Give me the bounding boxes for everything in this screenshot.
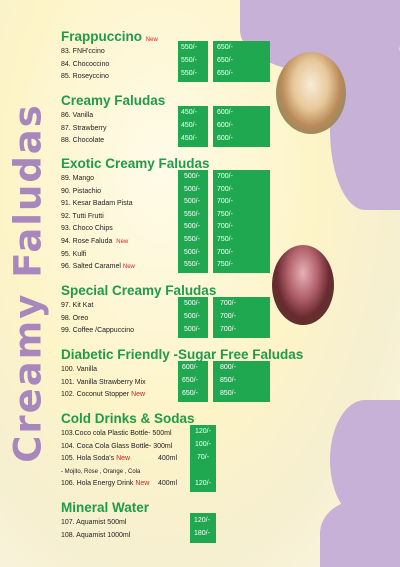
section-title: Frappuccino New bbox=[61, 29, 158, 44]
frappuccino-photo bbox=[276, 52, 346, 134]
price: 700/- bbox=[220, 313, 236, 320]
menu-item: 104. Coca Cola Glass Bottle- 300ml bbox=[61, 442, 173, 450]
price: 600/- bbox=[217, 135, 233, 142]
price: 180/- bbox=[194, 530, 210, 537]
menu-item: 96. Salted Caramel New bbox=[61, 263, 135, 271]
price: 700/- bbox=[217, 223, 233, 230]
price: 700/- bbox=[217, 249, 233, 256]
price: 600/- bbox=[182, 364, 198, 371]
menu-item: 89. Mango bbox=[61, 175, 95, 182]
menu-item: 102. Coconut Stopper New bbox=[61, 391, 146, 399]
menu-item: 105. Hola Soda's New 400ml bbox=[61, 455, 178, 463]
price: 550/- bbox=[181, 44, 197, 51]
menu-item: 95. Kulfi bbox=[61, 250, 87, 258]
price: 450/- bbox=[181, 122, 197, 129]
menu-item: 99. Coffee /Cappuccino bbox=[61, 327, 135, 335]
price: 450/- bbox=[181, 135, 197, 142]
section-title: Special Creamy Faludas bbox=[61, 283, 217, 298]
price: 700/- bbox=[220, 300, 236, 307]
menu-item: 92. Tutti Frutti bbox=[61, 212, 104, 220]
section-title: Creamy Faludas bbox=[61, 93, 166, 108]
price: 800/- bbox=[220, 364, 236, 371]
menu-item: 86. Vanilla bbox=[61, 112, 94, 119]
menu-item: 94. Rose Faluda New bbox=[61, 237, 129, 245]
price: 500/- bbox=[184, 300, 200, 307]
price: 550/- bbox=[184, 211, 200, 218]
price: 120/- bbox=[194, 517, 210, 524]
menu-item: 108. Aquamist 1000ml bbox=[61, 531, 131, 539]
price: 500/- bbox=[184, 186, 200, 193]
price: 550/- bbox=[184, 236, 200, 243]
price: 600/- bbox=[217, 109, 233, 116]
section-mineral-water bbox=[61, 499, 149, 542]
menu-item: 106. Hola Energy Drink New 400ml bbox=[61, 480, 178, 488]
section-title: Diabetic Friendly -Sugar Free Faludas bbox=[61, 347, 304, 362]
price: 550/- bbox=[184, 261, 200, 268]
price: 700/- bbox=[220, 326, 236, 333]
side-title: Creamy Faludas bbox=[6, 102, 50, 463]
price: 70/- bbox=[197, 454, 210, 461]
price: 120/- bbox=[195, 480, 211, 487]
price: 650/- bbox=[217, 70, 233, 77]
price: 750/- bbox=[217, 211, 233, 218]
price: 700/- bbox=[217, 186, 233, 193]
price: 600/- bbox=[217, 122, 233, 129]
price: 450/- bbox=[181, 109, 197, 116]
section-creamy bbox=[61, 92, 165, 148]
price: 500/- bbox=[184, 173, 200, 180]
menu-item: 107. Aquamist 500ml bbox=[61, 519, 127, 526]
price: 700/- bbox=[217, 173, 233, 180]
price: 850/- bbox=[220, 390, 236, 397]
menu-item: 85. Roseyccino bbox=[61, 73, 109, 81]
menu-item: 98. Oreo bbox=[61, 314, 89, 322]
menu-item: 97. Kit Kat bbox=[61, 302, 94, 309]
price: 850/- bbox=[220, 377, 236, 384]
decor-blob bbox=[320, 500, 400, 567]
price: 650/- bbox=[182, 390, 198, 397]
price: 700/- bbox=[217, 198, 233, 205]
menu-item: 83. FNH'ccino bbox=[61, 48, 105, 55]
price: 750/- bbox=[217, 261, 233, 268]
price: 650/- bbox=[182, 377, 198, 384]
section-title: Exotic Creamy Faludas bbox=[61, 156, 210, 171]
price: 500/- bbox=[184, 326, 200, 333]
menu-item: 101. Vanilla Strawberry Mix bbox=[61, 378, 146, 386]
menu-note: - Mojito, Rose , Orange , Cola bbox=[61, 468, 141, 475]
section-title: Mineral Water bbox=[61, 500, 150, 515]
menu-item: 90. Pistachio bbox=[61, 187, 102, 195]
menu-item: 103.Coco cola Plastic Bottle- 500ml bbox=[61, 430, 172, 437]
price: 500/- bbox=[184, 249, 200, 256]
price: 650/- bbox=[217, 44, 233, 51]
price: 550/- bbox=[181, 57, 197, 64]
menu-item: 100. Vanilla bbox=[61, 366, 98, 373]
section-cold-drinks bbox=[61, 410, 195, 491]
section-frappuccino bbox=[61, 28, 158, 84]
menu-item: 88. Chocolate bbox=[61, 137, 105, 145]
menu-item: 87. Strawberry bbox=[61, 124, 107, 132]
price: 120/- bbox=[195, 428, 211, 435]
menu-item: 93. Choco Chips bbox=[61, 225, 113, 233]
menu-item: 84. Chococcino bbox=[61, 60, 110, 68]
price: 750/- bbox=[217, 236, 233, 243]
price: 500/- bbox=[184, 223, 200, 230]
price: 650/- bbox=[217, 57, 233, 64]
price: 500/- bbox=[184, 198, 200, 205]
faluda-photo bbox=[272, 245, 334, 325]
price: 100/- bbox=[195, 441, 211, 448]
price: 500/- bbox=[184, 313, 200, 320]
price: 550/- bbox=[181, 70, 197, 77]
menu-item: 91. Kesar Badam Pista bbox=[61, 200, 133, 208]
section-title: Cold Drinks & Sodas bbox=[61, 411, 195, 426]
